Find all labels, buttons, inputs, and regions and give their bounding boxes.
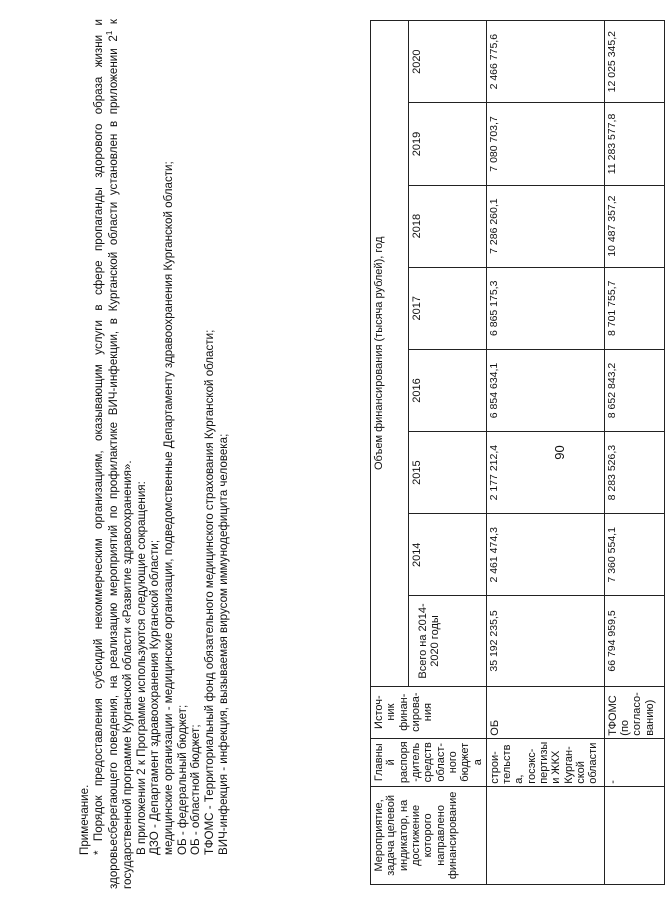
- footnote-tail: к государственной программе Курганской области «Развитие здравоохранения».: [107, 19, 134, 889]
- abbreviation-item: ВИЧ-инфекция - инфекция, вызываемая вирусом иммунодефицита человека;: [216, 433, 230, 855]
- footnote-superscript: 1: [105, 30, 115, 36]
- header-year: 2017: [408, 267, 486, 349]
- cell-value: 2 461 474,3: [486, 514, 604, 596]
- cell-measure: [604, 786, 664, 884]
- cell-measure: [486, 786, 604, 884]
- header-year: 2018: [408, 185, 486, 267]
- cell-total: 35 192 235,5: [486, 596, 604, 686]
- cell-manager: -: [604, 738, 664, 786]
- cell-source: ОБ: [486, 686, 604, 738]
- cell-manager: строи-тельства, госэкс-пертизы и ЖКХ Курган-ской области: [486, 738, 604, 786]
- abbreviation-item: ОБ - областной бюджет;: [189, 724, 203, 855]
- cell-value: 2 466 775,6: [486, 21, 604, 103]
- header-year: 2016: [408, 349, 486, 431]
- cell-value: 8 652 843,2: [604, 349, 664, 431]
- notes-title: Примечание.: [78, 784, 91, 855]
- cell-value: 7 360 554,1: [604, 514, 664, 596]
- header-year: 2014: [408, 514, 486, 596]
- footnote-main: * Порядок предоставления субсидий некоммерческим организациям, оказывающим услуги в сфере пропаганды здорового образа жизни и здоровьесберегающего поведения, на реализацию мероприятий по профилактике ВИЧ-инфекции, в Курганской области установлен в приложении 2: [91, 19, 121, 889]
- header-manager: Главный распоря-дитель средств област-ного бюджета: [371, 738, 487, 786]
- cell-value: 6 854 634,1: [486, 349, 604, 431]
- header-year: 2015: [408, 432, 486, 514]
- table-row: [604, 21, 664, 885]
- table-row: [486, 21, 604, 885]
- abbreviation-item: ОБ - федеральный бюджет;: [175, 704, 189, 855]
- abbreviations-intro: В приложении 2 к Программе используются следующие сокращения:: [134, 481, 148, 855]
- page-number: 90: [552, 445, 567, 460]
- cell-value: 6 865 175,3: [486, 267, 604, 349]
- notes-section: [78, 19, 230, 889]
- cell-value: 8 701 755,7: [604, 267, 664, 349]
- cell-source: ТФОМС (по согласо-ванию): [604, 686, 664, 738]
- header-year: 2020: [408, 21, 486, 103]
- cell-value: 7 080 703,7: [486, 103, 604, 185]
- abbreviation-item: ТФОМС - Территориальный фонд обязательного медицинского страхования Курганской области;: [202, 329, 216, 855]
- cell-value: 10 487 357,2: [604, 185, 664, 267]
- cell-total: 66 794 959,5: [604, 596, 664, 686]
- header-volume-group: Объем финансирования (тысяча рублей), год: [371, 21, 409, 687]
- financing-table: [370, 20, 665, 885]
- cell-value: 2 177 212,4: [486, 432, 604, 514]
- abbreviation-item: ДЗО - Департамент здравоохранения Курганской области;: [148, 539, 162, 855]
- header-year: 2019: [408, 103, 486, 185]
- footnote-text: [92, 19, 135, 889]
- cell-value: 12 025 345,2: [604, 21, 664, 103]
- cell-value: 8 283 526,3: [604, 432, 664, 514]
- header-measure: Мероприятие, задача целевой индикатор, на достижение которого направлено финансирование: [371, 786, 487, 884]
- header-source: Источ-ник финан-сирова-ния: [371, 686, 487, 738]
- header-total: Всего на 2014-2020 годы: [408, 596, 486, 686]
- table-header-row: [371, 21, 409, 885]
- cell-value: 7 286 260,1: [486, 185, 604, 267]
- cell-value: 11 283 577,8: [604, 103, 664, 185]
- abbreviation-item: медицинские организации - медицинские организации, подведомственные Департаменту здравоохранения Курганской области;: [161, 161, 175, 855]
